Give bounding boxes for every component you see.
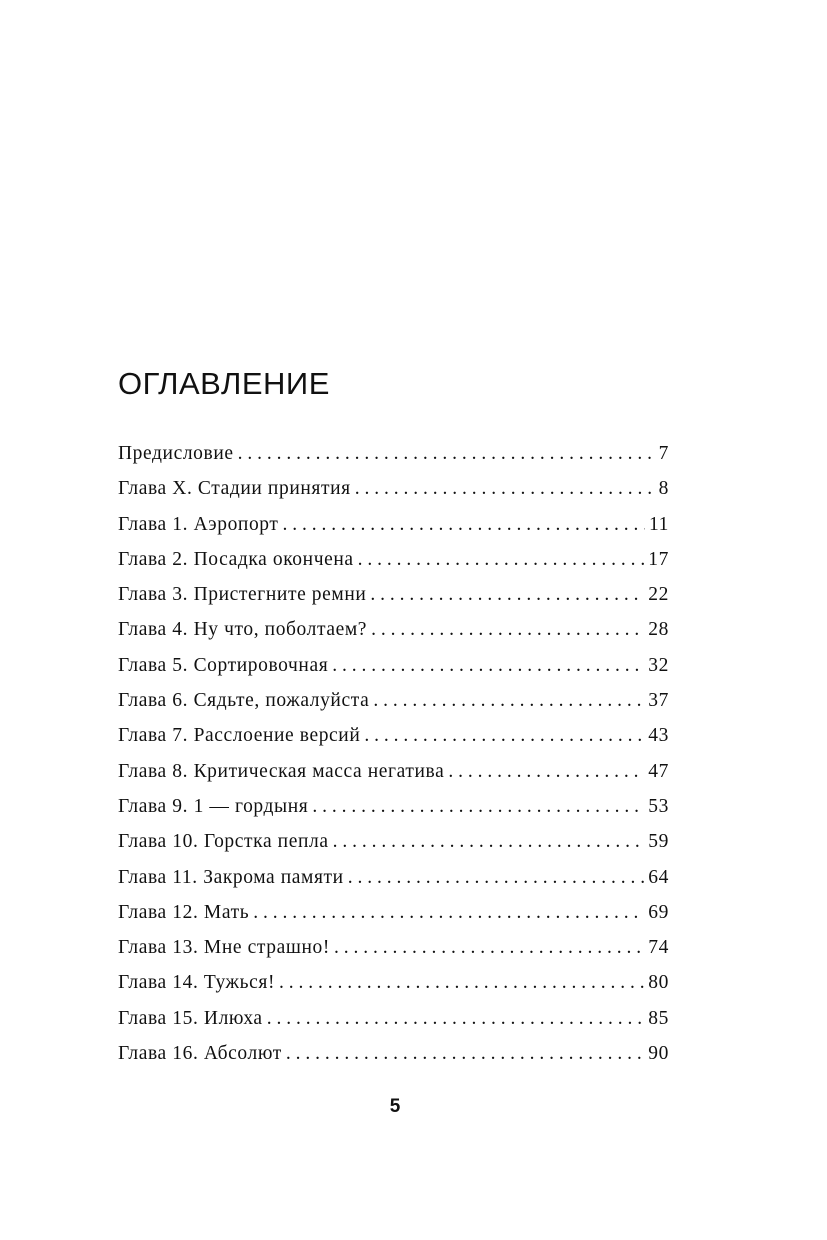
- toc-entry[interactable]: [118, 1036, 669, 1071]
- toc-entry-page: 22: [648, 584, 669, 606]
- toc-entry[interactable]: [118, 824, 669, 859]
- toc-entry-page: 8: [658, 478, 669, 500]
- toc-entry[interactable]: [118, 930, 669, 965]
- toc-entry-page: 37: [648, 690, 669, 712]
- dot-leader: [358, 542, 645, 577]
- dot-leader: [355, 471, 655, 506]
- toc-entry-title: Глава 7. Расслоение версий: [118, 725, 361, 747]
- page-title: ОГЛАВЛЕНИЕ: [118, 366, 330, 401]
- dot-leader: [348, 860, 645, 895]
- dot-leader: [334, 930, 644, 965]
- toc-entry-page: 43: [648, 725, 669, 747]
- toc-entry-title: Глава 4. Ну что, поболтаем?: [118, 619, 368, 641]
- toc-entry-page: 74: [648, 937, 669, 959]
- page-number: 5: [389, 1096, 401, 1117]
- toc-entry[interactable]: [118, 895, 669, 930]
- dot-leader: [364, 718, 644, 753]
- dot-leader: [370, 577, 644, 612]
- toc-entry[interactable]: [118, 612, 669, 647]
- dot-leader: [312, 789, 644, 824]
- toc-entry-page: 7: [658, 443, 669, 464]
- toc-entry-title: Глава 13. Мне страшно!: [118, 937, 330, 959]
- toc-entry-title: Глава X. Стадии принятия: [118, 478, 351, 500]
- toc-entry-title: Глава 5. Сортировочная: [118, 654, 329, 676]
- dot-leader: [371, 612, 644, 647]
- toc-entry-title: Глава 14. Тужься!: [118, 972, 276, 994]
- toc-entry[interactable]: [118, 718, 669, 753]
- toc-entry-title: Глава 1. Аэропорт: [118, 513, 279, 535]
- toc-entry-title: Глава 3. Пристегните ремни: [118, 584, 367, 606]
- toc-entry-page: 32: [648, 654, 669, 676]
- toc-entry-page: 11: [649, 513, 669, 535]
- toc-entry-title: Глава 16. Абсолют: [118, 1043, 282, 1065]
- toc-entry[interactable]: [118, 754, 669, 789]
- toc-entry-page: 64: [648, 866, 669, 888]
- toc-entry-page: 85: [648, 1007, 669, 1029]
- dot-leader: [279, 965, 644, 1000]
- toc-entry-page: 59: [648, 831, 669, 853]
- dot-leader: [286, 1036, 644, 1071]
- dot-leader: [267, 1001, 645, 1036]
- toc-entry-title: Глава 2. Посадка окончена: [118, 548, 354, 570]
- toc-entry-title: Глава 9. 1 — гордыня: [118, 795, 309, 817]
- toc-entry-page: 53: [648, 795, 669, 817]
- toc-entry[interactable]: [118, 542, 669, 577]
- toc-entry-title: Глава 11. Закрома памяти: [118, 866, 344, 888]
- toc-entry[interactable]: [118, 1001, 669, 1036]
- toc-entry-page: 28: [648, 619, 669, 641]
- dot-leader: [332, 648, 644, 683]
- toc-entry-title: Глава 12. Мать: [118, 901, 250, 923]
- toc-entry-page: 17: [648, 548, 669, 570]
- toc-entry-page: 69: [648, 901, 669, 923]
- toc-entry-title: Глава 10. Горстка пепла: [118, 831, 329, 853]
- toc-entry-title: Глава 8. Критическая масса негатива: [118, 760, 445, 782]
- table-of-contents: [118, 436, 669, 1071]
- toc-entry-title: Глава 15. Илюха: [118, 1007, 263, 1029]
- toc-entry[interactable]: [118, 965, 669, 1000]
- dot-leader: [253, 895, 644, 930]
- toc-entry[interactable]: [118, 436, 669, 471]
- toc-entry[interactable]: [118, 577, 669, 612]
- dot-leader: [333, 824, 645, 859]
- toc-entry[interactable]: [118, 648, 669, 683]
- dot-leader: [448, 754, 644, 789]
- toc-entry-title: Предисловие: [118, 443, 234, 464]
- toc-entry-page: 90: [648, 1043, 669, 1065]
- dot-leader: [283, 507, 645, 542]
- dot-leader: [238, 436, 655, 471]
- toc-entry[interactable]: [118, 507, 669, 542]
- toc-entry-title: Глава 6. Сядьте, пожалуйста: [118, 690, 370, 712]
- toc-entry-page: 80: [648, 972, 669, 994]
- toc-entry[interactable]: [118, 789, 669, 824]
- toc-entry[interactable]: [118, 860, 669, 895]
- toc-entry[interactable]: [118, 471, 669, 506]
- dot-leader: [373, 683, 644, 718]
- toc-entry[interactable]: [118, 683, 669, 718]
- toc-entry-page: 47: [648, 760, 669, 782]
